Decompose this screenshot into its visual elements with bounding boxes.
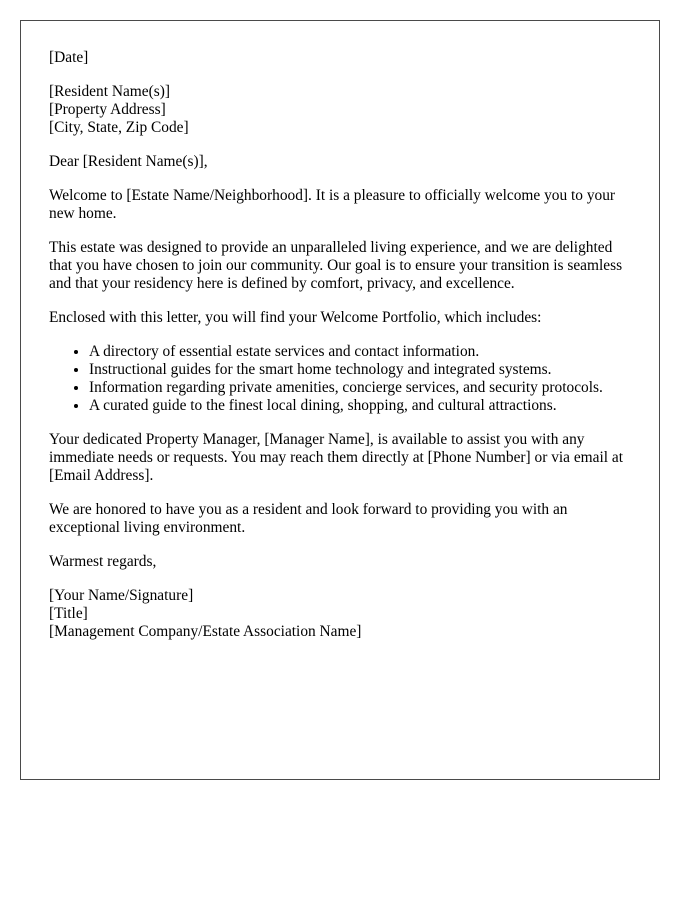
property-manager-paragraph: Your dedicated Property Manager, [Manager Name], is available to assist you with any immediate needs or requests. You may reach them directly at [Phone Number] or via email at [Email Address]. (49, 431, 623, 484)
sign-off: Warmest regards, (49, 553, 157, 570)
portfolio-intro-paragraph: Enclosed with this letter, you will find your Welcome Portfolio, which includes: (49, 309, 542, 326)
letter-date: [Date] (49, 49, 89, 66)
list-item: • Instructional guides for the smart home technology and integrated systems. (89, 361, 639, 379)
recipient-address-block (49, 83, 639, 137)
estate-intro-paragraph: This estate was designed to provide an unparalleled living experience, and we are delighted that you have chosen to join our community. Our goal is to ensure your transition is seamless and that your residency here is defined by comfort, privacy, and excellence. (49, 239, 623, 292)
letter-page (20, 20, 660, 780)
letter-body (49, 49, 639, 657)
list-item: • Information regarding private amenities, concierge services, and security protocols. (89, 379, 639, 397)
signature-block (49, 587, 639, 641)
signature-title: [Title] (49, 605, 88, 622)
signature-name: [Your Name/Signature] (49, 587, 194, 604)
signature-organization: [Management Company/Estate Association Name] (49, 623, 362, 640)
portfolio-list (49, 343, 639, 415)
list-item: • A curated guide to the finest local dining, shopping, and cultural attractions. (89, 397, 639, 415)
welcome-paragraph: Welcome to [Estate Name/Neighborhood]. It is a pleasure to officially welcome you to your new home. (49, 187, 616, 222)
recipient-property-address: [Property Address] (49, 101, 166, 118)
salutation: Dear [Resident Name(s)], (49, 153, 208, 170)
recipient-name: [Resident Name(s)] (49, 83, 170, 100)
honored-paragraph: We are honored to have you as a resident and look forward to providing you with an exceptional living environment. (49, 501, 568, 536)
list-item: • A directory of essential estate services and contact information. (89, 343, 639, 361)
recipient-city-state-zip: [City, State, Zip Code] (49, 119, 189, 136)
date-line (49, 49, 639, 67)
